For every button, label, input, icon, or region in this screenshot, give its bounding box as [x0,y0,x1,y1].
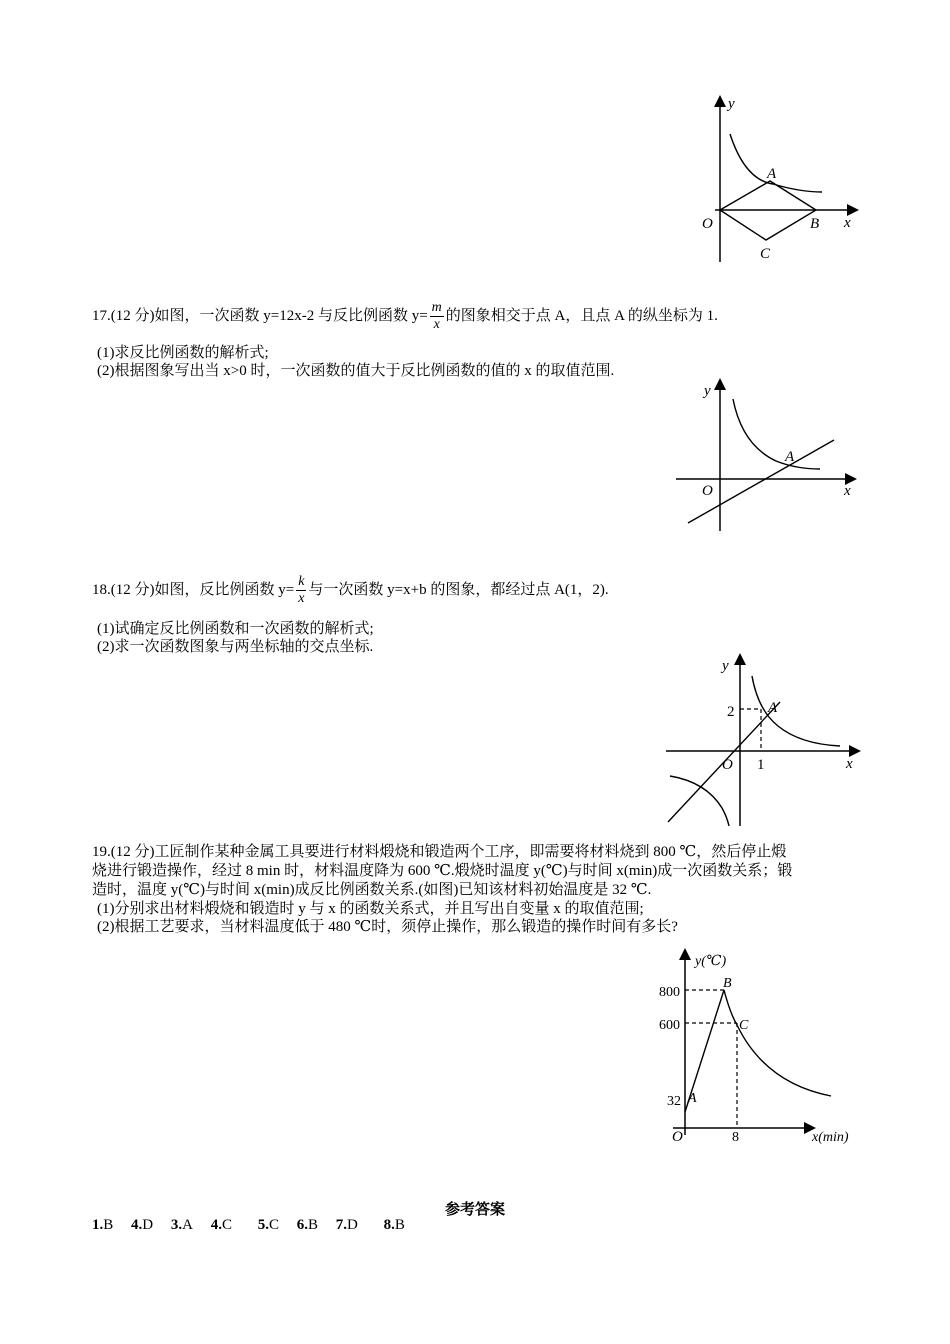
tick-x-8: 8 [732,1130,739,1145]
q17-frac-den: x [433,317,440,332]
answer-num: 5. [257,1217,269,1233]
q18-fraction [296,574,306,607]
hyperbola-branch-1 [752,676,840,746]
q17-fraction [430,300,444,333]
label-B: B [810,216,820,232]
tick-y-800: 800 [659,985,680,1000]
q17-stem [92,300,718,333]
q18-part-2: (2)求一次函数图象与两坐标轴的交点坐标. [97,639,374,655]
label-A: A [688,1091,697,1106]
answer-num: 8. [383,1217,395,1233]
label-B: B [723,976,732,991]
cooling-curve [724,990,831,1096]
answer-item [171,1217,193,1233]
label-O: O [702,483,713,499]
q17-part-1: (1)求反比例函数的解析式; [97,345,269,361]
answer-val: B [394,1217,405,1233]
label-C: C [739,1018,749,1033]
q17-stem-post: 的图象相交于点 A，且点 A 的纵坐标为 1. [445,307,718,324]
answer-item [336,1217,358,1233]
q19-part-1: (1)分别求出材料煅烧和锻造时 y 与 x 的函数关系式，并且写出自变量 x 的取值范围; [97,901,644,917]
answer-num: 7. [335,1217,347,1233]
figure-temperature-time [655,945,870,1150]
label-A: A [767,166,777,182]
tick-y-600: 600 [659,1018,680,1033]
label-y: y [728,96,735,112]
answer-num: 1. [92,1217,104,1233]
hyperbola-curve [730,134,822,192]
label-A: A [768,700,778,716]
answers-list [92,1217,419,1234]
linear-function-line [688,440,834,523]
label-y: y [722,658,729,674]
answer-item [297,1217,318,1233]
figure-line-hyperbola-point [660,650,870,830]
q17-part-2: (2)根据图象写出当 x>0 时，一次函数的值大于反比例函数的值的 x 的取值范围. [97,363,615,379]
figure-line-hyperbola [670,375,870,535]
answer-num: 6. [296,1217,308,1233]
answer-item [131,1217,153,1233]
label-x: x [844,483,851,499]
label-y: y(℃) [695,954,727,969]
q18-part-1: (1)试确定反比例函数和一次函数的解析式; [97,621,374,637]
q19-part-2: (2)根据工艺要求，当材料温度低于 480 ℃时，须停止操作，那么锻造的操作时间有多长? [97,919,678,935]
answers-title: 参考答案 [444,1202,505,1218]
answer-item [211,1217,232,1233]
answer-val: C [221,1217,232,1233]
q19-line-2: 烧进行锻造操作，经过 8 min 时，材料温度降为 600 ℃.煅烧时温度 y(℃)与时间 x(min)成一次函数关系；锻 [92,863,793,879]
label-O: O [722,757,733,773]
label-O: O [702,216,713,232]
label-A: A [785,449,795,465]
tick-y-32: 32 [667,1094,681,1109]
answer-val: D [142,1217,154,1233]
q19-line-1: 19.(12 分)工匠制作某种金属工具要进行材料煅烧和锻造两个工序，即需要将材料烧到 800 ℃，然后停止煅 [92,844,787,860]
label-O: O [672,1129,683,1145]
answer-val: C [268,1217,279,1233]
answer-num: 4. [131,1217,143,1233]
answer-val: A [182,1217,193,1233]
answer-item [92,1217,113,1233]
hyperbola-branch-2 [670,776,729,826]
answer-val: B [103,1217,114,1233]
label-x: x [846,756,853,772]
q18-frac-den: x [298,591,305,606]
q17-stem-pre: 17.(12 分)如图，一次函数 y=12x-2 与反比例函数 y= [92,307,428,324]
q18-stem-pre: 18.(12 分)如图，反比例函数 y= [92,581,295,598]
answer-item [384,1217,405,1233]
label-C: C [760,246,771,262]
answer-num: 3. [170,1217,183,1233]
figure-rhombus-hyperbola [690,92,870,267]
answer-item [258,1217,279,1233]
q18-stem-post: 与一次函数 y=x+b 的图象，都经过点 A(1，2). [308,581,609,598]
answer-num: 4. [210,1217,222,1233]
label-x: x [844,215,851,231]
q19-line-3: 造时，温度 y(℃)与时间 x(min)成反比例函数关系.(如图)已知该材料初始温度是 32 ℃. [92,882,652,898]
q18-frac-num: k [298,574,305,589]
tick-y-2: 2 [727,704,735,720]
label-x: x(min) [812,1130,849,1145]
q17-frac-num: m [431,300,442,315]
tick-x-1: 1 [757,757,765,773]
label-y: y [704,383,711,399]
answer-val: B [307,1217,318,1233]
answer-val: D [347,1217,358,1233]
q18-stem [92,574,609,607]
hyperbola-curve [733,399,820,469]
